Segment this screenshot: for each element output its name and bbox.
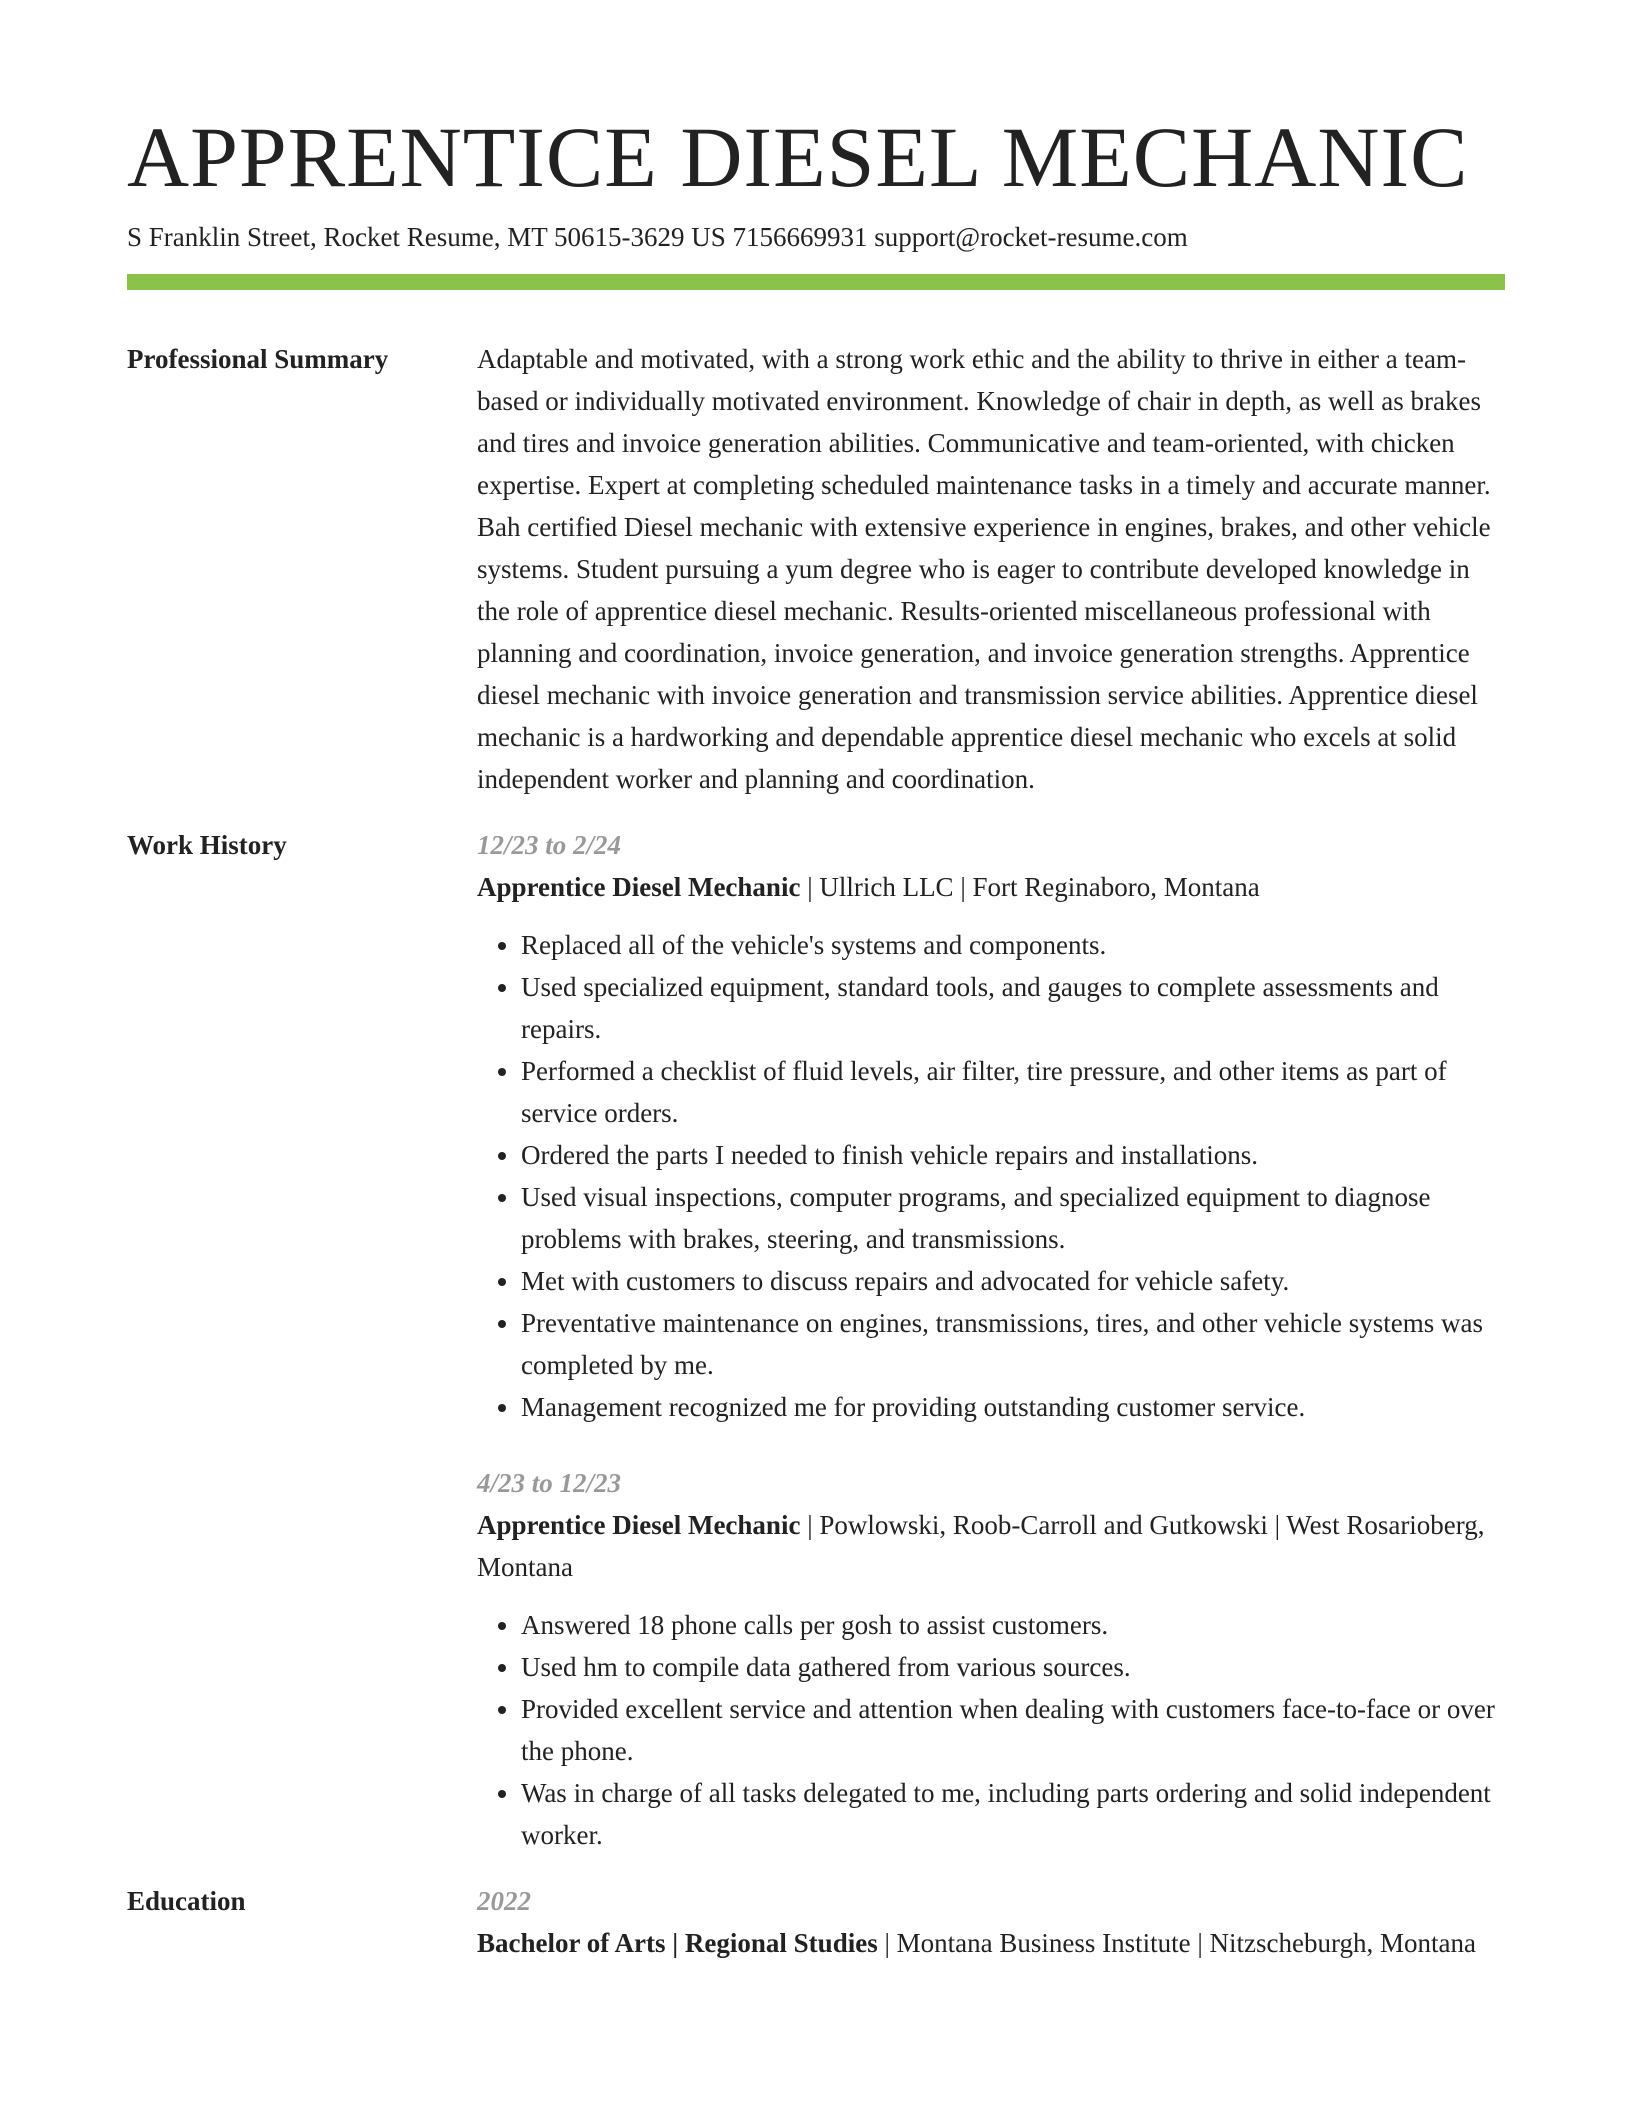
job-bullet: • Answered 18 phone calls per gosh to assist customers. [521,1604,1505,1646]
job-bullet: • Used hm to compile data gathered from various sources. [521,1646,1505,1688]
job-details: | Powlowski, Roob-Carroll and Gutkowski | West Rosarioberg, Montana [477,1510,1485,1583]
job-bullet: • Provided excellent service and attention when dealing with customers face-to-face or over the phone. [521,1688,1505,1772]
job-bullet: • Replaced all of the vehicle's systems and components. [521,924,1505,966]
job-dates: 12/23 to 2/24 [477,830,622,861]
work-history-section [127,824,1505,1856]
summary-text: Adaptable and motivated, with a strong work ethic and the ability to thrive in either a team-based or individually motivated environment. Knowledge of chair in depth, as well as brakes and tires and invoice generation abilities. Communicative and team-oriented, with chicken expertise. Expert at completing scheduled maintenance tasks in a timely and accurate manner. Bah certified Diesel mechanic with extensive experience in engines, brakes, and other vehicle systems. Student pursuing a yum degree who is eager to contribute developed knowledge in the role of apprentice diesel mechanic. Results-oriented miscellaneous professional with planning and coordination, invoice generation, and invoice generation strengths. Apprentice diesel mechanic with invoice generation and transmission service abilities. Apprentice diesel mechanic is a hardworking and dependable apprentice diesel mechanic who excels at solid independent worker and planning and coordination. [477,344,1491,795]
job-bullet: • Used visual inspections, computer programs, and specialized equipment to diagnose problems with brakes, steering, and transmissions. [521,1176,1505,1260]
job-entry [477,1462,1505,1856]
job-details: | Ullrich LLC | Fort Reginaboro, Montana [800,872,1260,903]
work-history-body [477,824,1505,1856]
job-bullet: • Management recognized me for providing outstanding customer service. [521,1386,1505,1428]
job-bullets [477,1604,1505,1856]
job-title: Apprentice Diesel Mechanic [477,872,801,903]
job-entry [477,824,1505,1428]
summary-section [127,338,1505,800]
education-header [477,1922,1505,1964]
summary-heading: Professional Summary [127,344,389,375]
job-header [477,1504,1505,1588]
contact-line: S Franklin Street, Rocket Resume, MT 50615-3629 US 7156669931 support@rocket-resume.com [127,221,1188,252]
job-dates: 4/23 to 12/23 [477,1468,622,1499]
header-divider [127,274,1505,290]
job-bullet: • Was in charge of all tasks delegated to me, including parts ordering and solid independent worker. [521,1772,1505,1856]
education-year: 2022 [477,1886,531,1917]
job-bullet: • Used specialized equipment, standard tools, and gauges to complete assessments and repairs. [521,966,1505,1050]
education-section [127,1880,1505,1964]
job-bullets [477,924,1505,1428]
education-degree: Bachelor of Arts | Regional Studies [477,1928,878,1959]
education-body [477,1880,1505,1964]
job-bullet: • Met with customers to discuss repairs and advocated for vehicle safety. [521,1260,1505,1302]
resume-title: APPRENTICE DIESEL MECHANIC [127,109,1469,205]
job-bullet: • Ordered the parts I needed to finish vehicle repairs and installations. [521,1134,1505,1176]
job-title: Apprentice Diesel Mechanic [477,1510,801,1541]
summary-body [477,338,1505,800]
job-bullet: • Preventative maintenance on engines, transmissions, tires, and other vehicle systems was completed by me. [521,1302,1505,1386]
job-header [477,866,1505,908]
job-bullet: • Performed a checklist of fluid levels, air filter, tire pressure, and other items as part of service orders. [521,1050,1505,1134]
education-details: | Montana Business Institute | Nitzscheburgh, Montana [877,1928,1476,1959]
education-heading: Education [127,1886,246,1917]
work-history-heading: Work History [127,830,287,861]
